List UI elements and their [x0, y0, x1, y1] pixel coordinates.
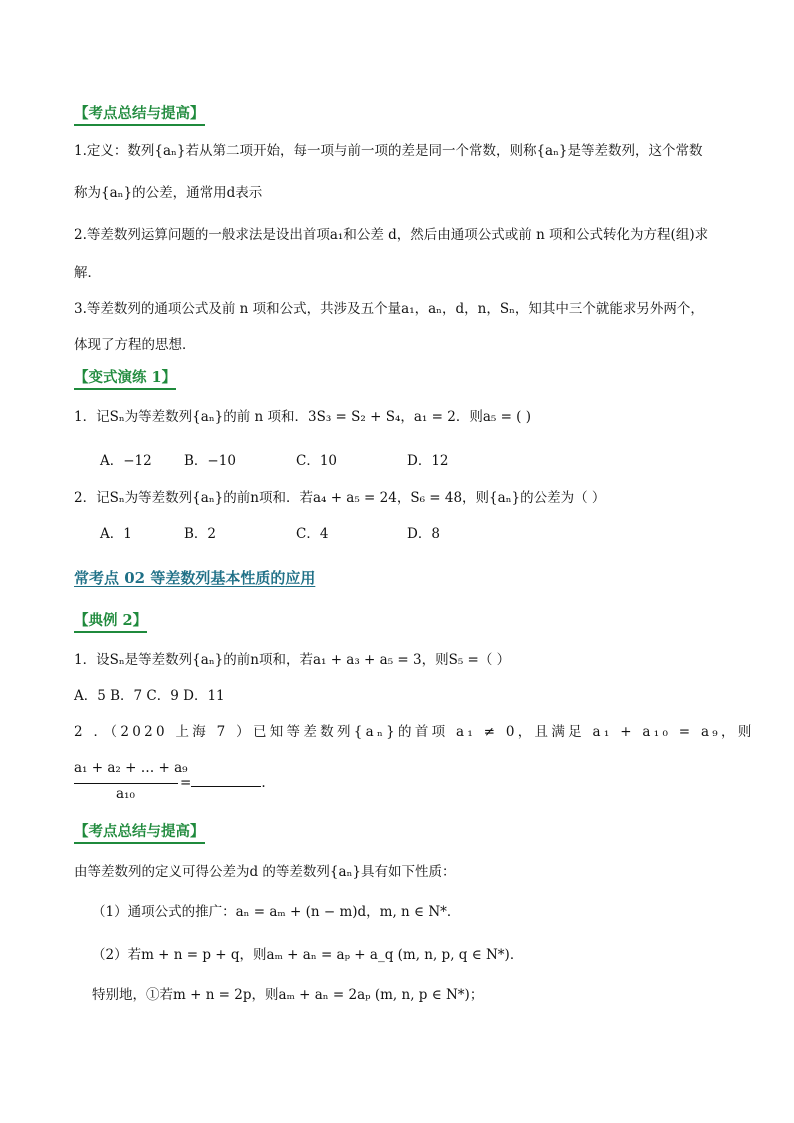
example-question-2: 2 ．（2020 上海 7 ）已知等差数列{aₙ}的首项 a₁ ≠ 0，且满足 a₁ + a₁₀ = a₉，则 — [74, 724, 755, 740]
property-2: （2）若m + n = p + q，则aₘ + aₙ = aₚ + a_q (m, n, p, q ∈ N*)． — [92, 947, 524, 963]
answer-blank — [191, 772, 261, 787]
example-question-1-options: A．5 B．7 C．9 D．11 — [74, 688, 225, 704]
option-a: A．−12 — [100, 453, 152, 469]
definition-line-1: 1.定义：数列{aₙ}若从第二项开始，每一项与前一项的差是同一个常数，则称{aₙ}是等差数列，这个常数 — [74, 143, 703, 159]
section-label-summary-1: 【考点总结与提高】 — [74, 104, 205, 126]
practice-question-1: 1．记Sₙ为等差数列{aₙ}的前 n 项和．3S₃ = S₂ + S₄，a₁ = 2．则a₅ = ( ) — [74, 409, 532, 425]
option-b: B．2 — [184, 526, 217, 542]
example-question-1: 1．设Sₙ是等差数列{aₙ}的前n项和，若a₁ + a₃ + a₅ = 3，则S₅ =（ ） — [74, 652, 511, 668]
fraction-bar — [74, 783, 178, 784]
option-d: D．8 — [407, 526, 440, 542]
method-line-2: 解． — [74, 265, 101, 281]
section-heading-02: 常考点 02 等差数列基本性质的应用 — [74, 569, 316, 587]
formula-line-2: 体现了方程的思想． — [74, 337, 196, 353]
special-case: 特别地，①若m + n = 2p，则aₘ + aₙ = 2aₚ (m, n, p ∈ N*)； — [92, 987, 484, 1003]
properties-intro: 由等差数列的定义可得公差为d 的等差数列{aₙ}具有如下性质： — [74, 864, 456, 880]
option-c: C．10 — [296, 453, 338, 469]
option-a: A．1 — [100, 526, 132, 542]
fraction-numerator: a₁ + a₂ + … + a₉ — [74, 760, 188, 776]
option-b: B．−10 — [184, 453, 236, 469]
fraction-equals: = . — [180, 772, 266, 791]
section-label-summary-2: 【考点总结与提高】 — [74, 822, 205, 844]
property-1: （1）通项公式的推广：aₙ = aₘ + (n − m)d，m, n ∈ N*． — [92, 904, 461, 920]
formula-line-1: 3.等差数列的通项公式及前 n 项和公式，共涉及五个量a₁，aₙ，d，n，Sₙ，知其中三个就能求另外两个， — [74, 301, 704, 317]
section-label-example-2: 【典例 2】 — [74, 611, 147, 633]
option-d: D．12 — [407, 453, 449, 469]
method-line-1: 2.等差数列运算问题的一般求法是设出首项a₁和公差 d，然后由通项公式或前 n 项和公式转化为方程(组)求 — [74, 227, 709, 243]
option-c: C．4 — [296, 526, 329, 542]
practice-question-2: 2．记Sₙ为等差数列{aₙ}的前n项和．若a₄ + a₅ = 24，S₆ = 48，则{aₙ}的公差为（ ） — [74, 490, 606, 506]
section-label-practice-1: 【变式演练 1】 — [74, 368, 176, 390]
definition-line-2: 称为{aₙ}的公差，通常用d表示 — [74, 185, 263, 201]
fraction-denominator: a₁₀ — [116, 786, 135, 802]
